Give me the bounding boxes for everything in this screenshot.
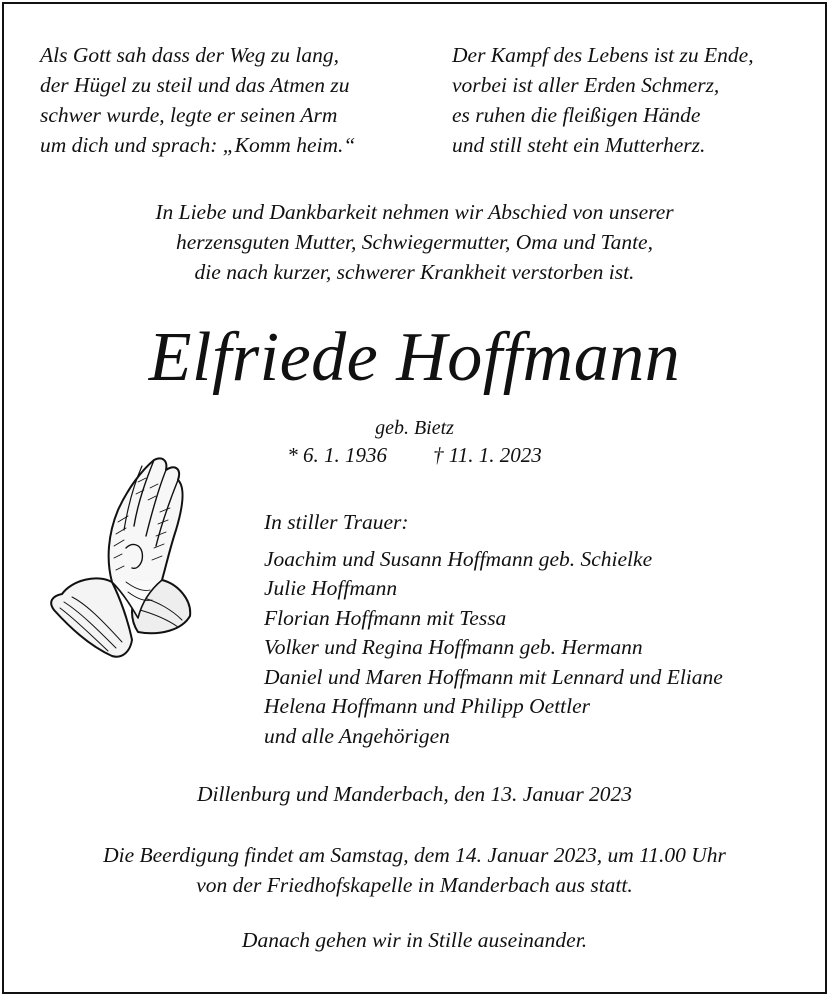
poem-left bbox=[40, 40, 355, 160]
poem-right-line: und still steht ein Mutterherz. bbox=[452, 133, 706, 157]
poem-left-line: schwer wurde, legte er seinen Arm bbox=[40, 103, 338, 127]
birth-date: * 6. 1. 1936 bbox=[287, 443, 388, 467]
deceased-name: Elfriede Hoffmann bbox=[148, 319, 681, 396]
funeral-line: Die Beerdigung findet am Samstag, dem 14. Januar 2023, um 11.00 Uhr bbox=[103, 843, 726, 867]
mourner-name: Florian Hoffmann mit Tessa bbox=[264, 605, 507, 630]
poem-right-line: es ruhen die fleißigen Hände bbox=[452, 103, 701, 127]
funeral-info bbox=[4, 840, 825, 900]
mourners-heading: In stiller Trauer: bbox=[264, 510, 409, 534]
intro-text bbox=[4, 197, 825, 287]
mourner-name: Volker und Regina Hoffmann geb. Hermann bbox=[264, 635, 643, 659]
place-date: Dillenburg und Manderbach, den 13. Januar 2023 bbox=[196, 782, 633, 806]
poem-right-line: vorbei ist aller Erden Schmerz, bbox=[452, 73, 720, 97]
poem-right-line: Der Kampf des Lebens ist zu Ende, bbox=[452, 43, 754, 67]
poem-left-line: Als Gott sah dass der Weg zu lang, bbox=[40, 43, 340, 67]
poem-right bbox=[452, 40, 754, 160]
funeral-line: von der Friedhofskapelle in Manderbach aus statt. bbox=[196, 873, 633, 897]
birth-name: geb. Bietz bbox=[375, 417, 454, 439]
mourner-name: Daniel und Maren Hoffmann mit Lennard und Eliane bbox=[264, 664, 723, 689]
intro-line: In Liebe und Dankbarkeit nehmen wir Abschied von unserer bbox=[155, 200, 674, 224]
mourner-name: Helena Hoffmann und Philipp Oettler bbox=[264, 694, 591, 718]
intro-line: die nach kurzer, schwerer Krankheit verstorben ist. bbox=[194, 260, 635, 284]
intro-line: herzensguten Mutter, Schwiegermutter, Oma und Tante, bbox=[176, 230, 653, 254]
death-date: † 11. 1. 2023 bbox=[433, 443, 542, 467]
mourner-name: und alle Angehörigen bbox=[264, 723, 450, 748]
closing-text: Danach gehen wir in Stille auseinander. bbox=[241, 928, 588, 952]
praying-hands-icon bbox=[42, 452, 200, 664]
mourner-name: Julie Hoffmann bbox=[264, 576, 398, 600]
poem-left-line: um dich und sprach: „Komm heim.“ bbox=[40, 133, 356, 157]
poem-left-line: der Hügel zu steil und das Atmen zu bbox=[40, 73, 350, 97]
mourner-name: Joachim und Susann Hoffmann geb. Schielke bbox=[264, 546, 653, 571]
mourners-list bbox=[264, 508, 723, 751]
obituary-frame bbox=[2, 2, 827, 994]
